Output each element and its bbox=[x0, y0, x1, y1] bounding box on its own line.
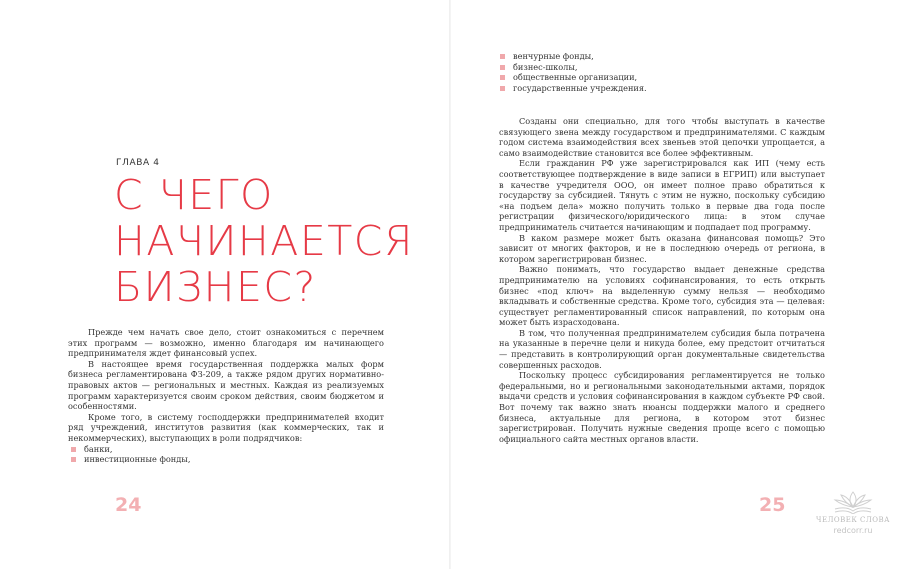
list-item-text: инвестиционные фонды, bbox=[84, 454, 191, 465]
watermark-brand: ЧЕЛОВЕК СЛОВА bbox=[816, 516, 890, 524]
right-body-text bbox=[499, 116, 825, 444]
right-page bbox=[451, 0, 900, 569]
paragraph: Созданы они специально, для того чтобы выступать в качестве связующего звена между государством и предпринимателями. С каждым годом система взаимодействия всех звеньев этой цепочки упрощается, а само взаимодействие становится все более эффективным. bbox=[499, 116, 825, 158]
watermark-site: redcorr.ru bbox=[833, 526, 873, 535]
list-item bbox=[68, 454, 384, 465]
list-item bbox=[497, 51, 797, 62]
paragraph: Поскольку процесс субсидирования регламентируется не только федеральными, но и региональными законодательными актами, порядок выдачи средств и условия софинансирования в каждом субъекте РФ свой. Вот почему так важно знать нюансы поддержки малого и среднего бизнеса, актуальные для региона, в котором этот бизнес зарегистрирован. Получить нужные сведения проще всего с помощью официального сайта местных органов власти. bbox=[499, 370, 825, 444]
paragraph: Кроме того, в систему господдержки предпринимателей входит ряд учреждений, институтов развития (как коммерческих, так и некоммерческих), выступающих в роли подрядчиков: bbox=[68, 411, 384, 443]
lotus-book-icon bbox=[831, 488, 875, 514]
paragraph: В том, что полученная предпринимателем субсидия была потрачена на указанные в перечне цели и никуда более, ему предстоит отчитаться — представить в контролирующий орган документальные свидетельства совершенных расходов. bbox=[499, 327, 825, 370]
page-number-left: 24 bbox=[115, 494, 142, 516]
bullet-square-icon bbox=[500, 54, 505, 59]
bullet-square-icon bbox=[71, 457, 76, 462]
chapter-label: ГЛАВА 4 bbox=[116, 158, 160, 168]
list-item bbox=[497, 83, 797, 94]
paragraph: Важно понимать, что государство выдает денежные средства предпринимателю на условиях софинансирования, то есть открыть бизнес «под ключ» на выделенную сумму нельзя — необходимо вкладывать и собственные средства. Кроме того, субсидия эта — целевая: существует регламентированный список направлений, по которым она может быть израсходована. bbox=[499, 264, 825, 328]
paragraph: В каком размере может быть оказана финансовая помощь? Это зависит от многих факторов, и не в последнюю очередь от региона, в котором зарегистрирован бизнес. bbox=[499, 232, 825, 264]
list-item bbox=[497, 62, 797, 73]
paragraph: В настоящее время государственная поддержка малых форм бизнеса регламентирована ФЗ-209, а также рядом других нормативно-правовых актов — региональных и местных. Каждая из реализуемых программ характеризуется своим сроком действия, своим бюджетом и особенностями. bbox=[68, 358, 384, 412]
paragraph: Прежде чем начать свое дело, стоит ознакомиться с перечнем этих программ — возможно, именно благодаря им начинающего предпринимателя ждет финансовый успех. bbox=[68, 327, 384, 359]
watermark bbox=[806, 488, 900, 552]
bullet-square-icon bbox=[71, 447, 76, 452]
list-item bbox=[68, 444, 384, 455]
left-body-text bbox=[68, 327, 384, 465]
list-item-text: венчурные фонды, bbox=[513, 51, 594, 61]
right-bullet-list bbox=[497, 51, 797, 93]
left-bullet-list bbox=[68, 444, 384, 465]
list-item-text: бизнес-школы, bbox=[513, 61, 578, 72]
list-item-text: государственные учреждения. bbox=[513, 82, 647, 93]
bullet-square-icon bbox=[500, 65, 505, 70]
page-number-right: 25 bbox=[759, 494, 786, 516]
bullet-square-icon bbox=[500, 86, 505, 91]
list-item-text: общественные организации, bbox=[513, 72, 638, 83]
list-item-text: банки, bbox=[84, 443, 113, 454]
left-page bbox=[0, 0, 449, 569]
chapter-title: С ЧЕГО НАЧИНАЕТСЯ БИЗНЕС? bbox=[114, 171, 414, 311]
list-item bbox=[497, 72, 797, 83]
bullet-square-icon bbox=[500, 75, 505, 80]
paragraph: Если гражданин РФ уже зарегистрировался как ИП (чему есть соответствующее подтверждение в виде записи в ЕГРИП) или выступает в качестве учредителя ООО, он имеет полное право обратиться к государству за субсидией. Тянуть с этим не нужно, поскольку субсидию «на подъем дела» можно получить только в первые два года после регистрации физического/юридического лица: в этом случае предприниматель считается начинающим и подпадает под программу. bbox=[499, 158, 825, 232]
